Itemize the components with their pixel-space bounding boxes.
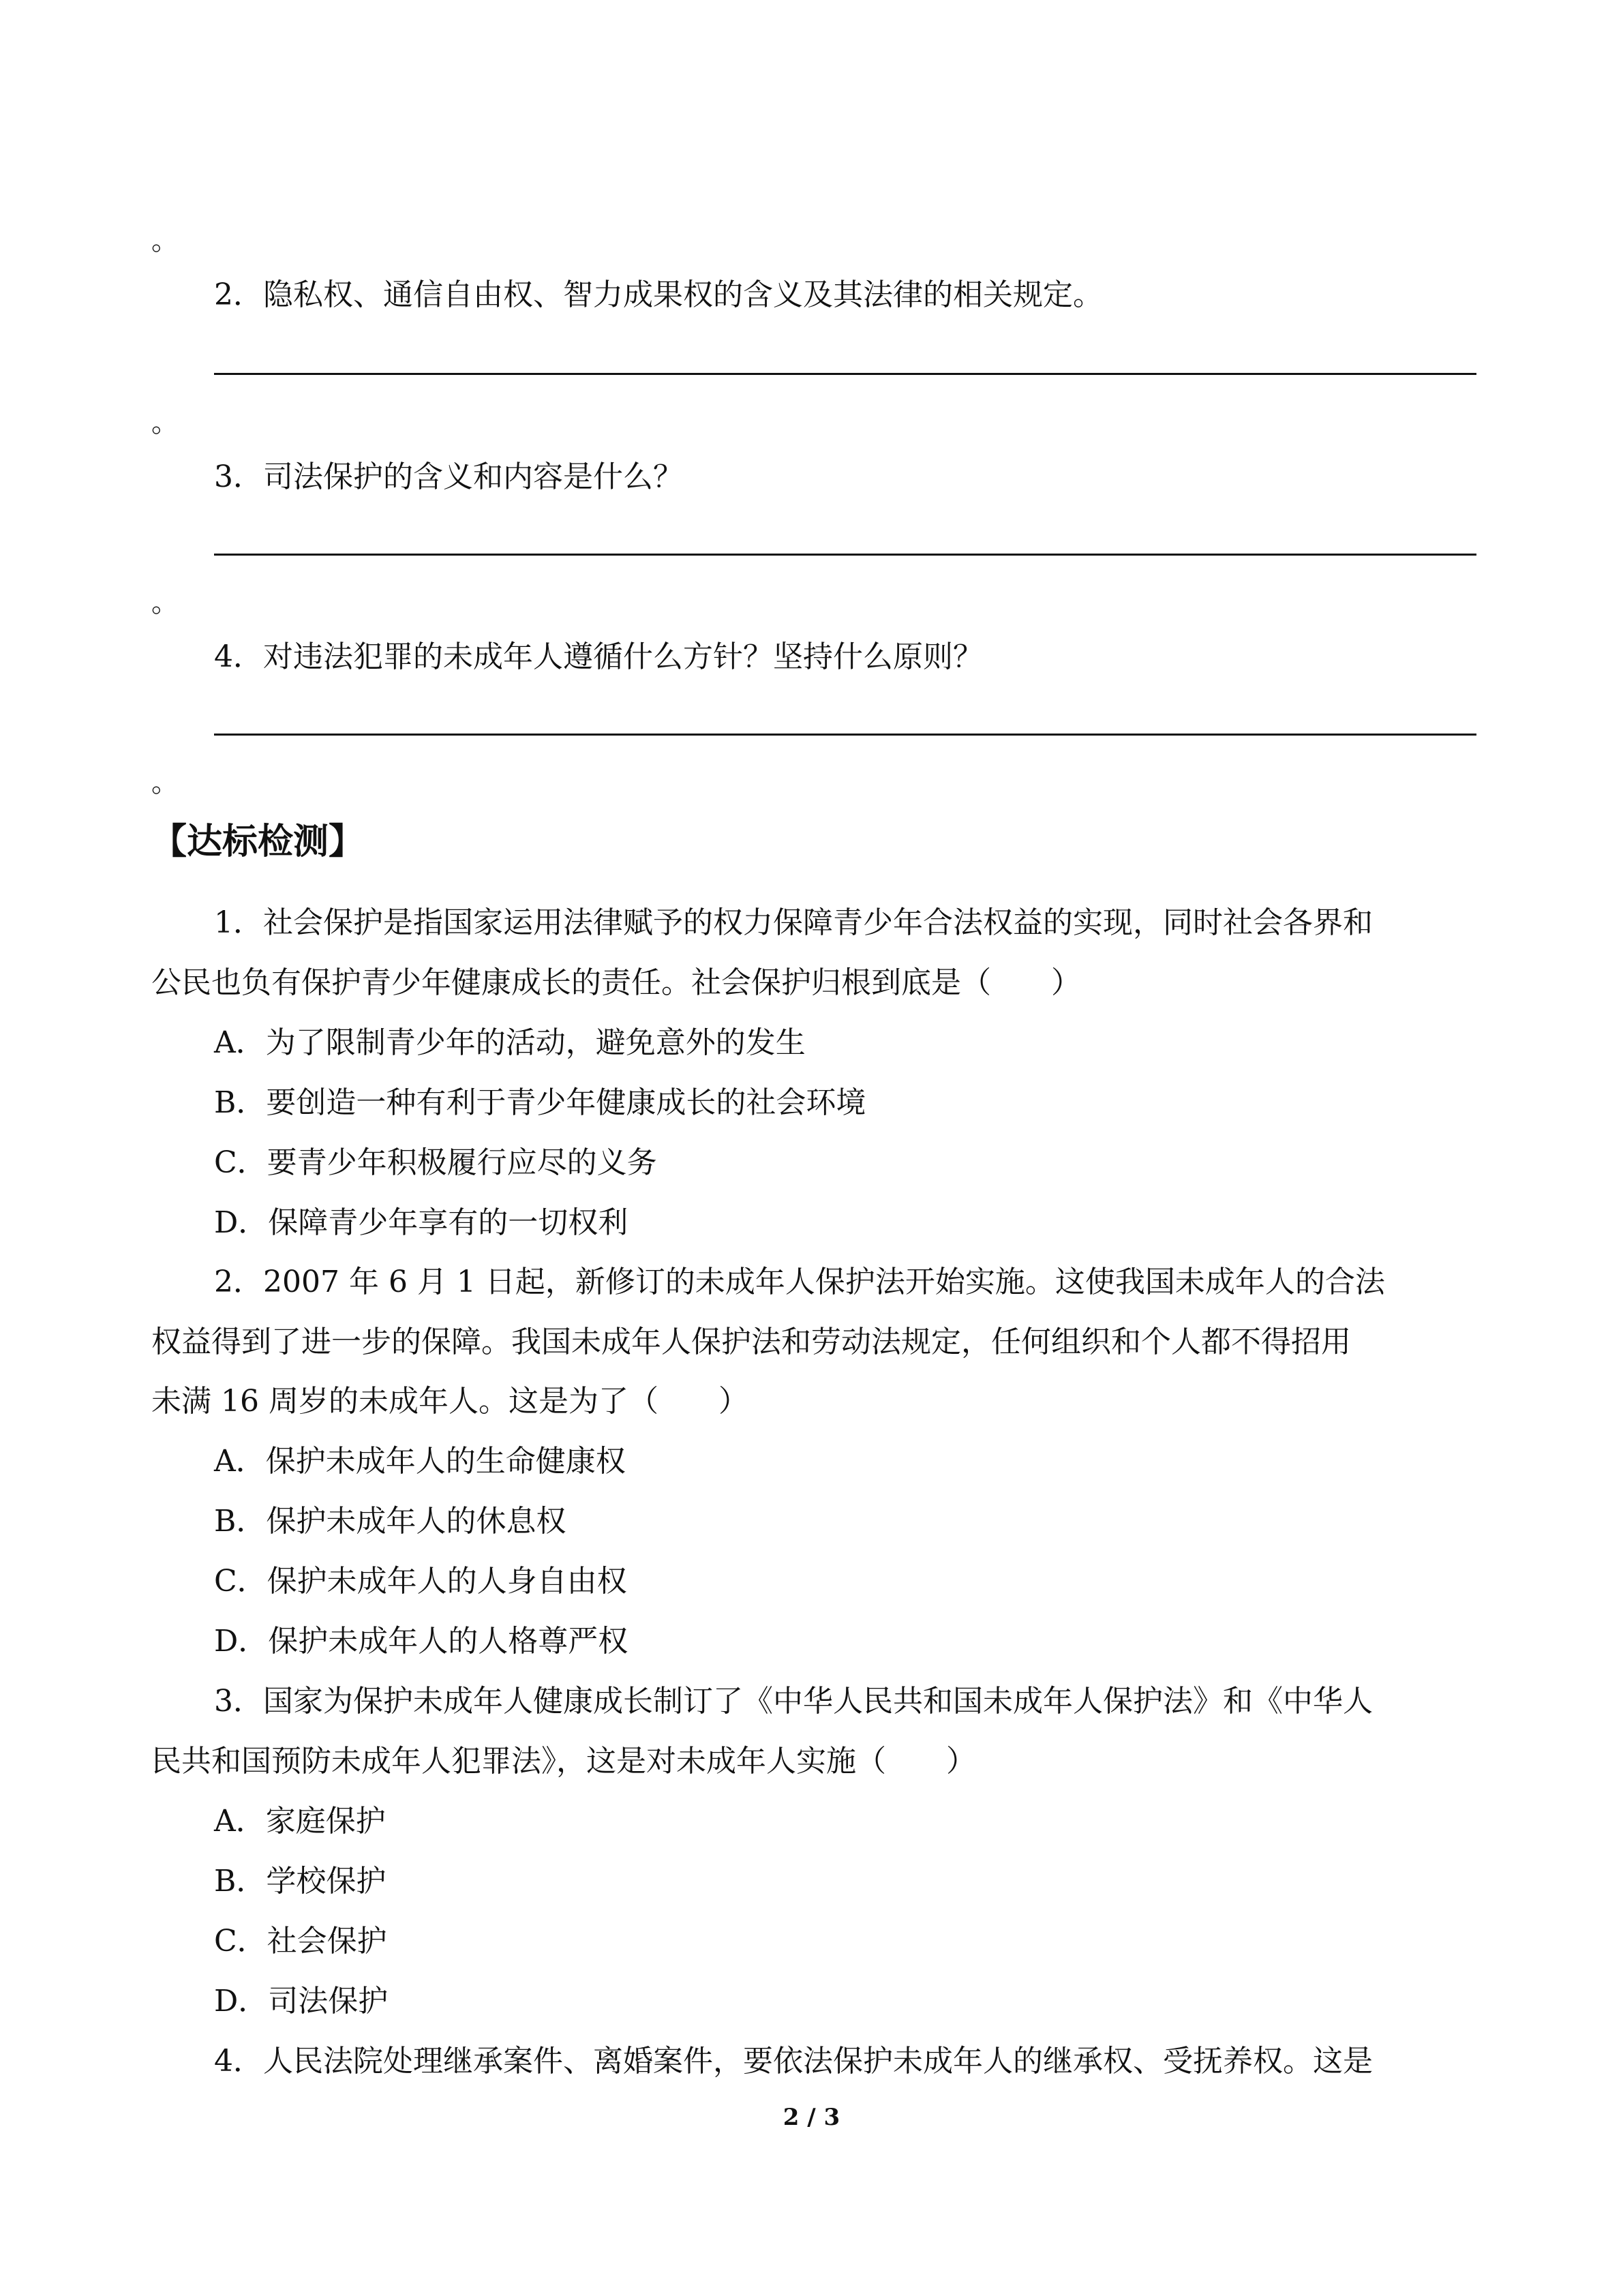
answer-option: D．保护未成年人的人格尊严权 — [214, 1624, 628, 1659]
answer-option: C．要青少年积极履行应尽的义务 — [214, 1145, 657, 1180]
answer-option: B．学校保护 — [214, 1864, 386, 1899]
question-stem-line: 未满 16 周岁的未成年人。这是为了（ ） — [151, 1384, 748, 1419]
answer-line — [214, 734, 1476, 736]
question-stem-line: 公民也负有保护青少年健康成长的责任。社会保护归根到底是（ ） — [151, 965, 1081, 1000]
answer-option: D．保障青少年享有的一切权利 — [214, 1205, 628, 1240]
answer-line — [214, 373, 1476, 375]
trailing-period: 。 — [151, 225, 179, 256]
answer-option: B．要创造一种有利于青少年健康成长的社会环境 — [214, 1085, 866, 1120]
page-number: 2 / 3 — [783, 2104, 840, 2131]
answer-option: D．司法保护 — [214, 1984, 389, 2019]
review-question-4: 4．对违法犯罪的未成年人遵循什么方针？坚持什么原则？ — [214, 639, 983, 674]
question-stem-line: 4．人民法院处理继承案件、离婚案件，要依法保护未成年人的继承权、受抚养权。这是 — [214, 2044, 1373, 2079]
answer-option: C．保护未成年人的人身自由权 — [214, 1564, 627, 1599]
question-stem-line: 民共和国预防未成年人犯罪法》，这是对未成年人实施（ ） — [151, 1744, 976, 1779]
review-question-2: 2．隐私权、通信自由权、智力成果权的含义及其法律的相关规定。 — [214, 277, 1103, 312]
answer-option: A．家庭保护 — [214, 1804, 386, 1839]
trailing-period: 。 — [151, 767, 179, 798]
trailing-period: 。 — [151, 407, 179, 438]
question-stem-line: 1．社会保护是指国家运用法律赋予的权力保障青少年合法权益的实现，同时社会各界和 — [214, 905, 1373, 940]
answer-option: B．保护未成年人的休息权 — [214, 1504, 566, 1539]
answer-line — [214, 554, 1476, 556]
question-stem-line: 权益得到了进一步的保障。我国未成年人保护法和劳动法规定，任何组织和个人都不得招用 — [151, 1325, 1351, 1359]
trailing-period: 。 — [151, 587, 179, 618]
section-heading: 【达标检测】 — [151, 821, 365, 862]
answer-option: A．为了限制青少年的活动，避免意外的发生 — [214, 1025, 806, 1060]
question-stem-line: 3．国家为保护未成年人健康成长制订了《中华人民共和国未成年人保护法》和《中华人 — [214, 1684, 1373, 1719]
answer-option: C．社会保护 — [214, 1924, 387, 1959]
answer-option: A．保护未成年人的生命健康权 — [214, 1444, 626, 1479]
question-stem-line: 2．2007 年 6 月 1 日起，新修订的未成年人保护法开始实施。这使我国未成年人的合法 — [214, 1265, 1385, 1299]
review-question-3: 3．司法保护的含义和内容是什么？ — [214, 459, 683, 494]
